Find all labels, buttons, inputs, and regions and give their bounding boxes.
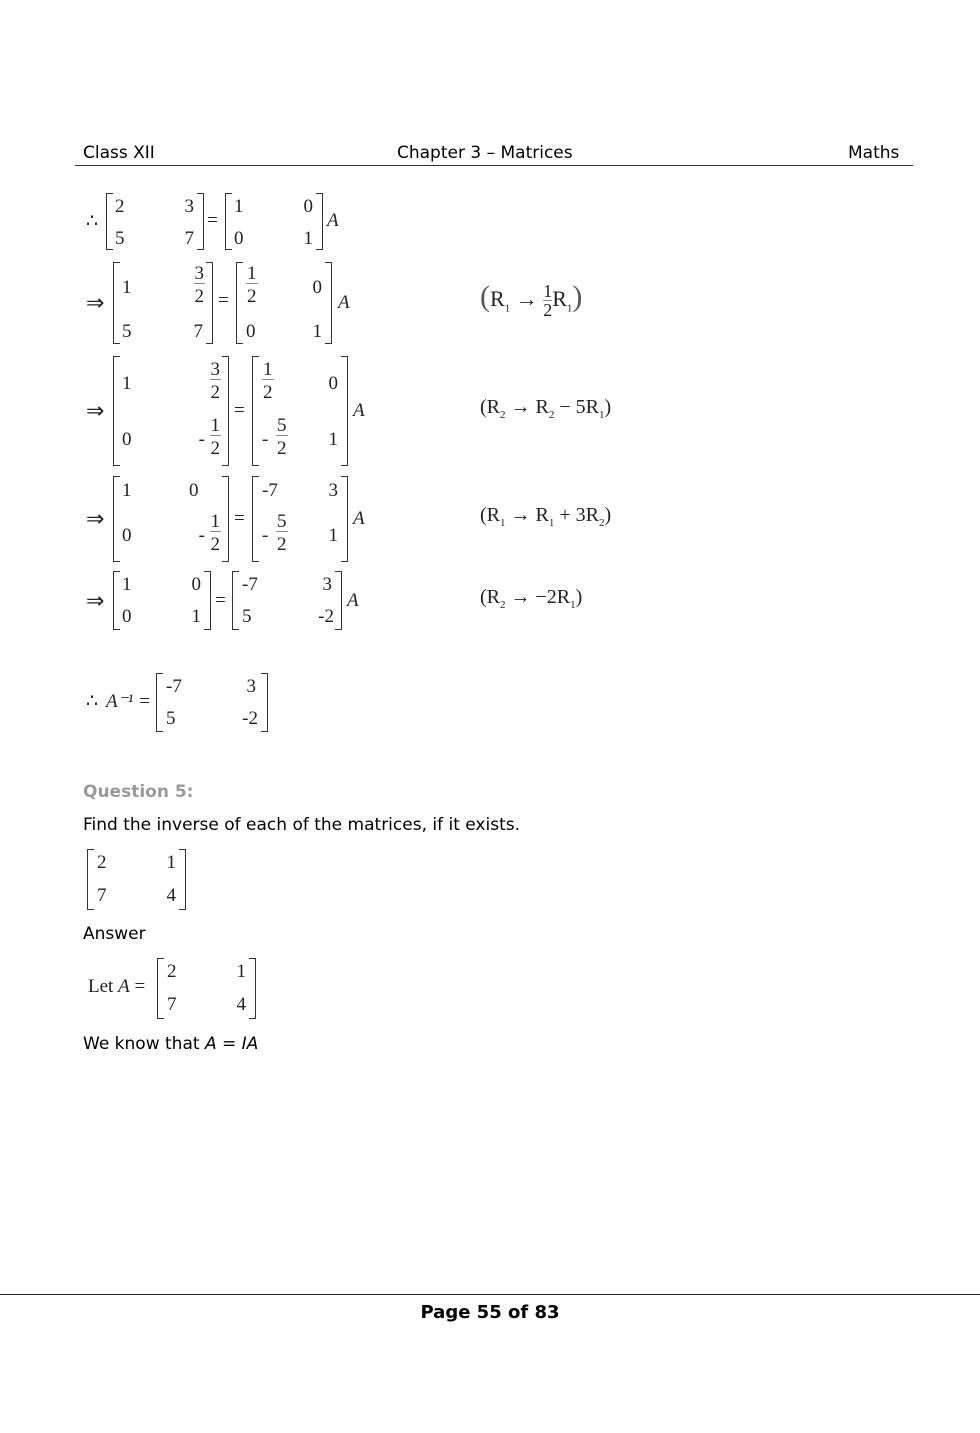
row-operation: $(R_2 \to -2R_1)$ [480, 586, 583, 611]
header-chapter: Chapter 3 – Matrices [397, 143, 573, 163]
equals-sign: = [234, 508, 245, 529]
matrix-lhs: 1 0 0 1 [113, 571, 211, 630]
statement-text: We know that A = IA [83, 1034, 259, 1054]
result-label: A⁻¹ = [106, 691, 151, 712]
matrix-rhs: -7 3 - $\frac{5}{2}$ 1 [252, 476, 348, 562]
header-divider [75, 165, 913, 166]
header-subject: Maths [848, 143, 900, 163]
row-operation: ($R_1$ → $\frac{1}{2}$ $R_1$) [480, 280, 583, 321]
matrix-lhs: 2 3 5 7 [106, 193, 204, 250]
row-operation: $(R_1 \to R_1 + 3R_2)$ [480, 504, 612, 529]
footer-divider [0, 1294, 980, 1295]
therefore-symbol: ∴ [86, 691, 99, 712]
matrix-lhs: 1 0 0 - $\frac{1}{2}$ [113, 476, 229, 562]
question-matrix: 2 1 7 4 [87, 849, 186, 910]
let-matrix: 2 1 7 4 [157, 958, 256, 1019]
equals-sign: = [207, 210, 218, 231]
therefore-symbol: ∴ [86, 211, 99, 232]
page-number: Page 55 of 83 [420, 1302, 560, 1323]
question-title: Question 5: [83, 782, 194, 802]
matrix-rhs: $\frac{1}{2}$ 0 - $\frac{5}{2}$ 1 [252, 356, 348, 466]
implies-symbol: ⇒ [86, 398, 105, 423]
row-operation: $(R_2 \to R_2 - 5R_1)$ [480, 396, 612, 421]
variable-a: A [338, 292, 350, 313]
question-text: Find the inverse of each of the matrices, if it exists. [83, 815, 521, 835]
equals-sign: = [215, 590, 226, 611]
header-class: Class XII [83, 143, 155, 163]
answer-label: Answer [83, 924, 146, 944]
variable-a: A [347, 590, 359, 611]
equals-sign: = [234, 400, 245, 421]
equals-sign: = [218, 290, 229, 311]
matrix-rhs: $\frac{1}{2}$ 0 0 1 [236, 262, 332, 344]
implies-symbol: ⇒ [86, 588, 105, 613]
inverse-matrix: -7 3 5 -2 [156, 673, 268, 732]
matrix-rhs: 1 0 0 1 [225, 193, 323, 250]
matrix-rhs: -7 3 5 -2 [232, 571, 342, 630]
variable-a: A [353, 508, 365, 529]
implies-symbol: ⇒ [86, 506, 105, 531]
let-label: Let A = [88, 976, 146, 997]
variable-a: A [353, 400, 365, 421]
implies-symbol: ⇒ [86, 290, 105, 315]
matrix-lhs: 1 $\frac{3}{2}$ 0 - $\frac{1}{2}$ [113, 356, 229, 466]
matrix-lhs: 1 $\frac{3}{2}$ 5 7 [113, 262, 213, 344]
variable-a: A [327, 210, 339, 231]
